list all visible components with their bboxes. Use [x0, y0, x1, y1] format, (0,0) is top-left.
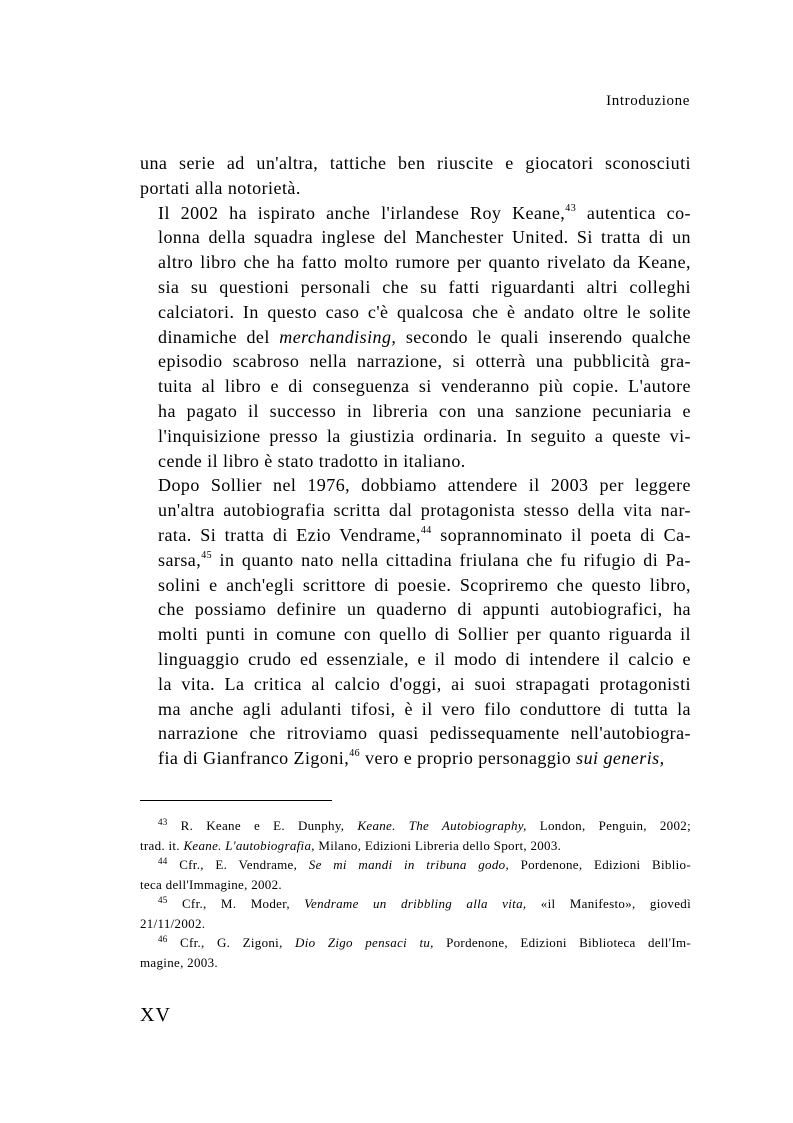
- text-line: [140, 349, 691, 374]
- text-line: [140, 622, 691, 647]
- footnote-line: [140, 933, 691, 953]
- text-run: fia di Gianfranco Zigoni,: [158, 748, 350, 769]
- text-run: London, Penguin, 2002;: [526, 818, 691, 833]
- page-number: XV: [140, 1004, 171, 1026]
- footnote-separator: [140, 800, 332, 801]
- text-run: «il Manifesto», giovedì: [526, 896, 691, 911]
- text-run: in quanto nato nella cittadina friulana che fu rifugio di Pa-: [212, 549, 691, 570]
- footnote-line: [140, 855, 691, 875]
- text-run: la vita. La critica al calcio d'oggi, ai suoi strapagati protagonisti: [158, 673, 691, 694]
- text-line: [140, 399, 691, 424]
- italic-text: merchandising,: [279, 326, 397, 347]
- italic-text: Keane. L'autobiografia,: [183, 837, 315, 853]
- text-line: [140, 473, 691, 498]
- text-run: secondo le quali inserendo qualche: [396, 326, 691, 347]
- text-run: trad. it.: [140, 837, 184, 853]
- footnote-number: 46: [158, 934, 168, 944]
- footnote-ref: 46: [349, 748, 361, 760]
- text-run: altro libro che ha fatto molto rumore per quanto rivelato da Keane,: [158, 252, 691, 273]
- text-run: Il 2002 ha ispirato anche l'irlandese Roy Keane,: [158, 202, 566, 223]
- text-run: teca dell'Immagine, 2002.: [140, 876, 282, 892]
- paragraph: [140, 473, 691, 771]
- text-run: Cfr., G. Zigoni,: [167, 935, 296, 950]
- text-run: Milano, Edizioni Libreria dello Sport, 2003.: [314, 837, 562, 853]
- text-line: [140, 721, 691, 746]
- text-run: R. Keane e E. Dunphy,: [167, 818, 358, 833]
- text-run: cende il libro è stato tradotto in italiano.: [158, 450, 466, 471]
- text-line: [140, 424, 691, 449]
- text-line: [140, 697, 691, 722]
- text-run: Cfr., E. Vendrame,: [167, 857, 309, 872]
- text-line: [140, 374, 691, 399]
- footnote-line: [140, 953, 691, 973]
- text-run: rata. Si tratta di Ezio Vendrame,: [158, 524, 421, 545]
- text-line: [140, 225, 691, 250]
- text-run: Pordenone, Edizioni Biblioteca dell'Im-: [433, 935, 691, 950]
- footnote-number: 44: [158, 856, 168, 866]
- text-line: [140, 746, 691, 771]
- text-run: lonna della squadra inglese del Manchester United. Si tratta di un: [158, 227, 691, 248]
- text-run: narrazione che ritroviamo quasi pedissequamente nell'autobiogra-: [158, 723, 691, 744]
- text-run: ha pagato il successo in libreria con una sanzione pecuniaria e: [158, 400, 691, 421]
- text-run: portati alla notorietà.: [140, 177, 301, 198]
- footnote-line: [140, 836, 691, 856]
- text-line: [140, 523, 691, 548]
- footnote: [140, 933, 691, 972]
- footnote-line: [140, 816, 691, 836]
- text-line: [140, 498, 691, 523]
- text-run: soprannominato il poeta di Ca-: [431, 524, 691, 545]
- footnote-number: 45: [158, 895, 168, 905]
- paragraph: [140, 151, 691, 201]
- text-line: [140, 647, 691, 672]
- text-run: molti punti in comune con quello di Sollier per quanto riguarda il: [158, 624, 691, 645]
- text-run: dinamiche del: [158, 326, 280, 347]
- footnote: [140, 894, 691, 933]
- text-line: [140, 597, 691, 622]
- text-run: magine, 2003.: [140, 954, 218, 970]
- italic-text: Vendrame un dribbling alla vita,: [304, 896, 527, 911]
- text-run: solini e anch'egli scrittore di poesie. Scopriremo che questo libro,: [158, 574, 691, 595]
- text-line: [140, 672, 691, 697]
- text-line: [140, 275, 691, 300]
- text-run: un'altra autobiografia scritta dal protagonista stesso della vita nar-: [158, 500, 691, 521]
- text-run: linguaggio crudo ed essenziale, e il modo di intendere il calcio e: [158, 648, 691, 669]
- text-line: [140, 151, 691, 176]
- footnote: [140, 816, 691, 855]
- text-run: Dopo Sollier nel 1976, dobbiamo attendere il 2003 per leggere: [158, 475, 691, 496]
- italic-text: Keane. The Autobiography,: [357, 818, 527, 833]
- footnote-line: [140, 894, 691, 914]
- body-text: [140, 151, 691, 771]
- text-line: [140, 176, 691, 201]
- text-run: calciatori. In questo caso c'è qualcosa che è andato oltre le solite: [158, 301, 691, 322]
- footnote-ref: 43: [565, 202, 577, 214]
- text-run: 21/11/2002.: [140, 915, 206, 931]
- text-line: [140, 573, 691, 598]
- running-header: Introduzione: [606, 93, 690, 109]
- footnote-ref: 44: [420, 524, 432, 536]
- text-run: l'inquisizione presso la giustizia ordinaria. In seguito a queste vi-: [158, 425, 691, 446]
- text-run: una serie ad un'altra, tattiche ben riuscite e giocatori sconosciuti: [140, 153, 691, 173]
- text-run: tuita al libro e di conseguenza si venderanno più copie. L'autore: [158, 376, 691, 397]
- text-run: episodio scabroso nella narrazione, si otterrà una pubblicità gra-: [158, 351, 691, 372]
- paragraph: [140, 201, 691, 474]
- text-line: [140, 325, 691, 350]
- footnote-line: [140, 875, 691, 895]
- footnote-ref: 45: [201, 549, 213, 561]
- text-run: ma anche agli adulanti tifosi, è il vero filo conduttore di tutta la: [158, 698, 691, 719]
- footnote-line: [140, 914, 691, 934]
- text-run: che possiamo definire un quaderno di appunti autobiografici, ha: [158, 599, 691, 620]
- footnote: [140, 855, 691, 894]
- footnotes: [140, 816, 691, 972]
- text-run: sia su questioni personali che su fatti riguardanti altri colleghi: [158, 276, 691, 297]
- text-line: [140, 548, 691, 573]
- text-line: [140, 201, 691, 226]
- text-run: Pordenone, Edizioni Biblio-: [509, 857, 691, 872]
- text-line: [140, 300, 691, 325]
- text-line: [140, 250, 691, 275]
- text-run: autentica co-: [576, 202, 691, 223]
- italic-text: Se mi mandi in tribuna godo,: [308, 857, 509, 872]
- italic-text: Dio Zigo pensaci tu,: [295, 935, 434, 950]
- text-run: vero e proprio personaggio: [360, 748, 577, 769]
- footnote-number: 43: [158, 817, 168, 827]
- text-run: Cfr., M. Moder,: [167, 896, 305, 911]
- text-run: sarsa,: [158, 549, 202, 570]
- italic-text: sui generis,: [576, 748, 665, 769]
- text-line: [140, 449, 691, 474]
